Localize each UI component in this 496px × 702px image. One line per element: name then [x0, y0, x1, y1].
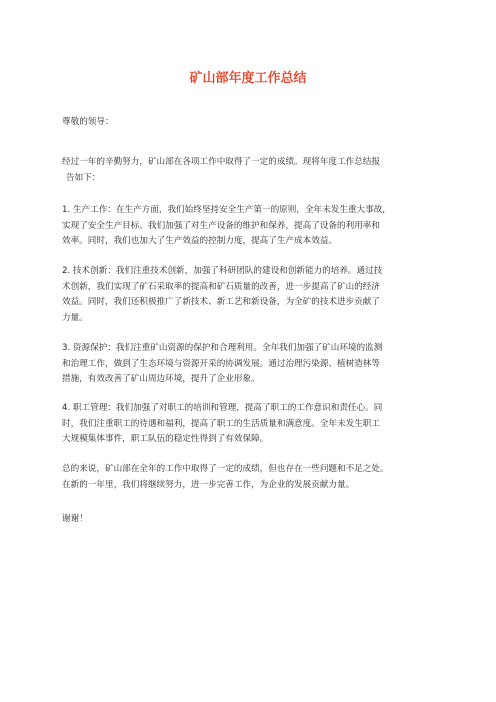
- section-staff-management: [62, 401, 440, 448]
- conclusion-paragraph: [62, 462, 440, 493]
- conclusion-line-2: 在新的一年里，我们将继续努力，进一步完善工作，为企业的发展贡献力量。: [62, 479, 355, 490]
- section-production: [62, 203, 440, 250]
- section-resource-protection: [62, 341, 440, 388]
- conclusion-line-1: 总的来说，矿山部在全年的工作中取得了一定的成绩，但也存在一些问题和不足之处。: [62, 464, 389, 474]
- section-4-line-1: 4. 职工管理：我们加强了对职工的培训和管理，提高了职工的工作意识和责任心。同: [62, 403, 383, 413]
- closing: [62, 512, 440, 528]
- greeting-line: 尊敬的领导：: [62, 117, 114, 127]
- section-1-line-3: 效率。同时，我们也加大了生产效益的控制力度，提高了生产成本效益。: [62, 236, 338, 246]
- document-title: 矿山部年度工作总结: [189, 71, 307, 86]
- intro-line-1: 经过一年的辛勤努力，矿山部在各项工作中取得了一定的成绩。现将年度工作总结报: [62, 157, 380, 167]
- greeting: [62, 115, 440, 131]
- section-2-line-4: 力量。: [62, 312, 88, 323]
- section-2-line-2: 术创新，我们实现了矿石采取率的提高和矿石质量的改善，进一步提高了矿山的经济: [62, 281, 380, 292]
- section-tech-innovation: [62, 264, 440, 326]
- intro-paragraph: [62, 155, 440, 186]
- section-3-line-1: 3. 资源保护：我们注重矿山资源的保护和合理利用。全年我们加强了矿山环境的监测: [62, 343, 383, 353]
- section-2-line-1: 2. 技术创新：我们注重技术创新，加强了科研团队的建设和创新能力的培养。通过技: [62, 266, 383, 276]
- intro-line-2: 告如下：: [66, 172, 101, 183]
- section-3-line-2: 和治理工作，做到了生态环境与资源开采的协调发展。通过治理污染源、植树造林等: [62, 358, 380, 369]
- closing-line: 谢谢！: [62, 514, 88, 524]
- section-1-line-1: 1. 生产工作：在生产方面，我们始终坚持安全生产第一的原则，全年未发生重大事故，: [62, 205, 391, 215]
- section-2-line-3: 效益。同时，我们还积极推广了新技术、新工艺和新设备，为全矿的技术进步贡献了: [62, 297, 380, 307]
- section-1-line-2: 实现了安全生产目标。我们加强了对生产设备的维护和保养，提高了设备的利用率和: [62, 220, 380, 231]
- section-4-line-3: 大规模集体事件，职工队伍的稳定性得到了有效保障。: [62, 434, 269, 444]
- section-3-line-3: 措施，有效改善了矿山周边环境，提升了企业形象。: [62, 374, 260, 384]
- section-4-line-2: 时，我们注重职工的待遇和福利，提高了职工的生活质量和满意度。全年未发生职工: [62, 418, 380, 429]
